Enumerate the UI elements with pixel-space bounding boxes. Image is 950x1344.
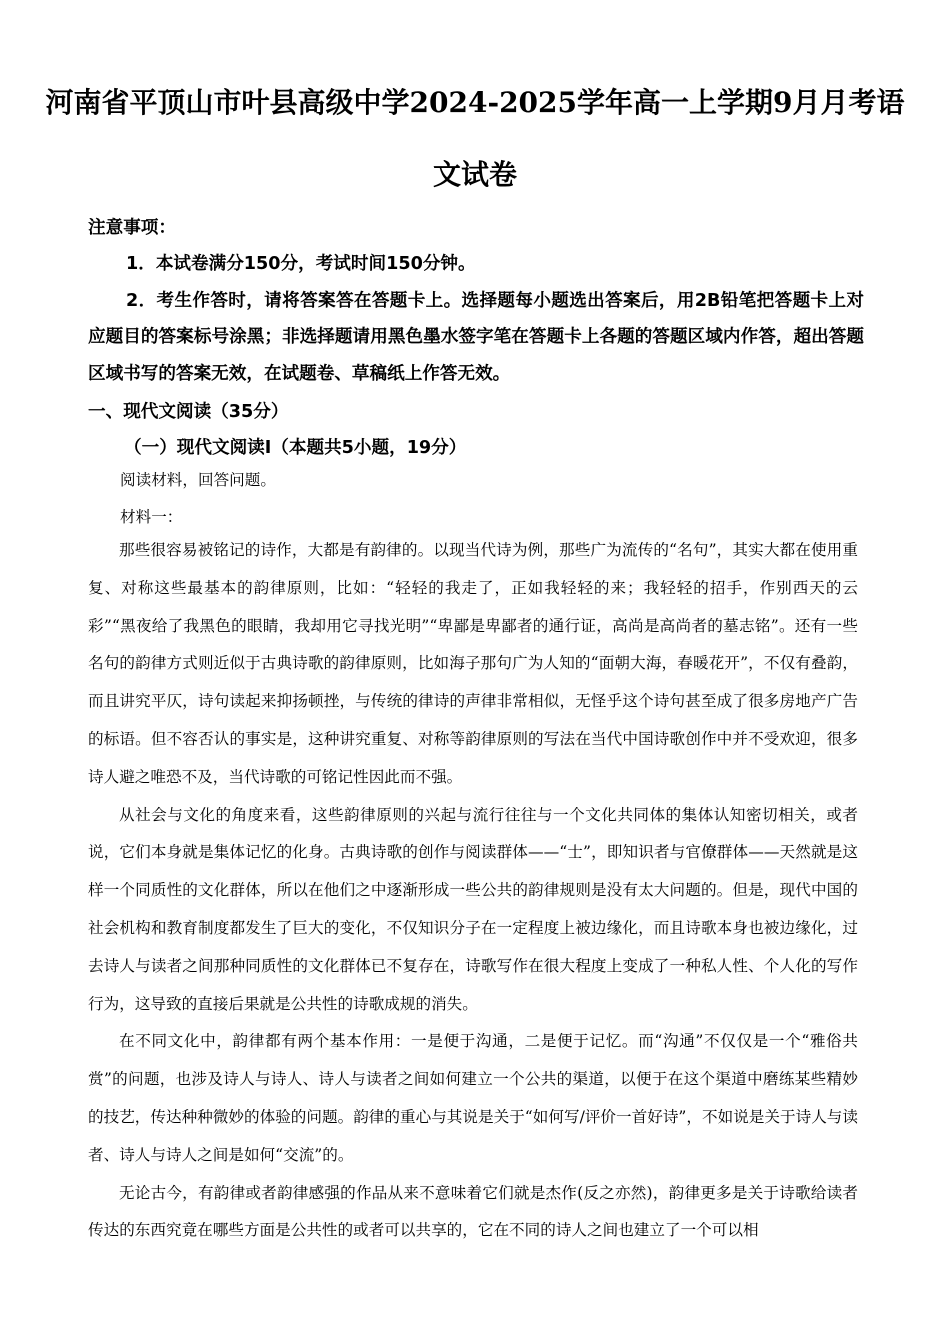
exam-title-line-1: 河南省平顶山市叶县高级中学2024-2025学年高一上学期9月月考语 xyxy=(45,86,905,119)
material-paragraph-4: 无论古今，有韵律或者韵律感强的作品从来不意味着它们就是杰作(反之亦然)，韵律更多是关于诗歌给读者传达的东西究竟在哪些方面是公共性的或者可以共享的，它在不同的诗人之间也建立了一个可以相 xyxy=(88,1183,858,1240)
material-paragraph-1: 那些很容易被铭记的诗作，大都是有韵律的。以现当代诗为例，那些广为流传的“名句”，其实大都在使用重复、对称这些最基本的韵律原则，比如：“轻轻的我走了，正如我轻轻的来；我轻轻的招手，作别西天的云彩”“黑夜给了我黑色的眼睛，我却用它寻找光明”“卑鄙是卑鄙者的通行证，高尚是高尚者的墓志铭”。还有一些名句的韵律方式则近似于古典诗歌的韵律原则，比如海子那句广为人知的“面朝大海，春暖花开”，不仅有叠韵，而且讲究平仄，诗句读起来抑扬顿挫，与传统的律诗的声律非常相似，无怪乎这个诗句甚至成了很多房地产广告的标语。但不容否认的事实是，这种讲究重复、对称等韵律原则的写法在当代中国诗歌创作中并不受欢迎，很多诗人避之唯恐不及，当代诗歌的可铭记性因此而不强。 xyxy=(88,541,858,786)
notice-item-2: 2．考生作答时，请将答案答在答题卡上。选择题每小题选出答案后，用2B铅笔把答题卡上对应题目的答案标号涂黑；非选择题请用黑色墨水签字笔在答题卡上各题的答题区域内作答，超出答题区域书写的答案无效，在试题卷、草稿纸上作答无效。 xyxy=(88,290,864,384)
section-heading: 一、现代文阅读（35分） xyxy=(88,402,289,422)
material-paragraph-2: 从社会与文化的角度来看，这些韵律原则的兴起与流行往往与一个文化共同体的集体认知密切相关，或者说，它们本身就是集体记忆的化身。古典诗歌的创作与阅读群体——“士”，即知识者与官僚群体——天然就是这样一个同质性的文化群体，所以在他们之中逐渐形成一些公共的韵律规则是没有太大问题的。但是，现代中国的社会机构和教育制度都发生了巨大的变化，不仅知识分子在一定程度上被边缘化，而且诗歌本身也被边缘化，过去诗人与读者之间那种同质性的文化群体已不复存在，诗歌写作在很大程度上变成了一种私人性、个人化的写作行为，这导致的直接后果就是公共性的诗歌成规的消失。 xyxy=(88,805,858,1013)
exam-title-line-2: 文试卷 xyxy=(432,158,517,191)
material-label: 材料一： xyxy=(120,508,183,526)
subsection-heading: （一）现代文阅读Ⅰ（本题共5小题，19分） xyxy=(124,438,467,458)
notice-heading: 注意事项： xyxy=(88,218,176,238)
notice-list xyxy=(88,246,864,392)
material-one-body xyxy=(88,532,858,1250)
material-paragraph-3: 在不同文化中，韵律都有两个基本作用：一是便于沟通，二是便于记忆。而“沟通”不仅仅是一个“雅俗共赏”的问题，也涉及诗人与诗人、诗人与读者之间如何建立一个公共的渠道，以便于在这个渠道中磨练某些精妙的技艺，传达种种微妙的体验的问题。韵律的重心与其说是关于“如何写/评价一首好诗”，不如说是关于诗人与读者、诗人与诗人之间是如何“交流”的。 xyxy=(88,1032,858,1164)
reading-instruction: 阅读材料，回答问题。 xyxy=(120,471,276,489)
notice-item-1: 1．本试卷满分150分，考试时间150分钟。 xyxy=(126,254,476,274)
